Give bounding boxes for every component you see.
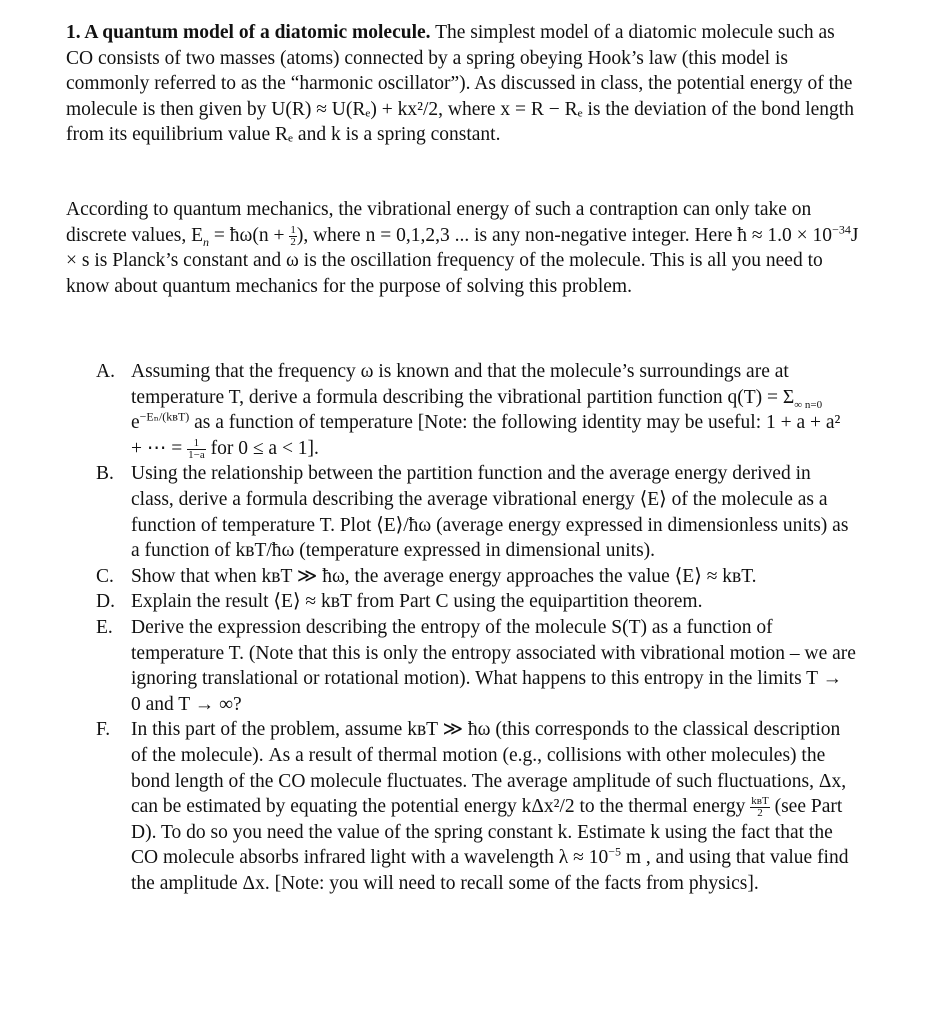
qm-text-2: = ħω(n + [209,224,290,246]
part-letter: F. [96,719,111,741]
part-a [96,359,856,461]
thermal-denominator: 2 [757,807,763,820]
half-numerator: 1 [290,223,296,236]
parts-list [96,359,856,896]
part-e [96,615,856,717]
intro-paragraph [66,20,866,148]
problem-title: 1. A quantum model of a diatomic molecule. [66,22,431,43]
part-f [96,717,856,896]
part-f-text-2: (see Part D). To do so you need the value of the spring constant k. Estimate k using the fact that the CO molecule absorbs infrared light with a wavelength λ ≈ 10 [131,796,843,869]
part-c [96,564,856,590]
sum-limits: ∞ n=0 [794,398,823,411]
geometric-denominator: 1−a [188,448,205,461]
qm-text-4: J × s is Planck’s constant and ω is the oscillation frequency of the molecule. This is all you need to know about quantum mechanics for the purpose of solving this problem. [66,224,859,297]
quantum-paragraph [66,197,866,299]
intro-text: The simplest model of a diatomic molecule such as CO consists of two masses (atoms) connected by a spring obeying Hook’s law (this model is commonly referred to as the “harmonic oscillator”). As discussed in class, the potential energy of the molecule is then given by U(R) ≈ U(Rₑ) + kx²/2, where x = R − Rₑ is the deviation of the bond length from its equilibrium value Rₑ and k is a spring constant. [66,22,854,146]
part-letter: B. [96,463,114,485]
part-d [96,589,856,615]
half-denominator: 2 [290,235,296,248]
part-e-text: Derive the expression describing the entropy of the molecule S(T) as a function of temperature T. (Note that this is only the entropy associated with vibrational motion – we are ignoring translational or rotational motion). What happens to this entropy in the limits T → 0 and T → ∞? [131,616,856,715]
half-fraction [289,225,297,248]
geometric-numerator: 1 [187,438,206,450]
part-letter: E. [96,616,113,638]
qm-text-3: ), where n = 0,1,2,3 ... is any non-negative integer. Here ħ ≈ 1.0 × 10 [296,224,833,246]
part-a-exponent: −Eₙ/(kʙT) [139,409,190,424]
part-letter: C. [96,565,114,587]
wavelength-exponent: −5 [608,844,621,859]
part-c-text: Show that when kʙT ≫ ħω, the average energy approaches the value ⟨E⟩ ≈ kʙT. [131,565,757,587]
part-a-text-2: as a function of temperature [Note: the following identity may be useful: 1 + a + a² + ⋯ = [131,412,841,459]
thermal-numerator: kʙT [751,795,769,808]
part-b-text: Using the relationship between the partition function and the average energy derived in class, derive a formula describing the average vibrational energy ⟨E⟩ of the molecule as a function of temperature T. Plot ⟨E⟩/ħω (average energy expressed in dimensionless units) as a function of kʙT/ħω (temperature expressed in dimensional units). [131,463,849,562]
qm-text-1: According to quantum mechanics, the vibrational energy of such a contraption can only take on discrete values, E [66,199,812,246]
thermal-energy-fraction [750,796,769,819]
part-letter: A. [96,361,115,382]
energy-subscript: n [203,234,209,249]
part-d-text: Explain the result ⟨E⟩ ≈ kʙT from Part C using the equipartition theorem. [131,591,703,613]
geometric-fraction [187,438,206,461]
part-f-text-1: In this part of the problem, assume kʙT ≫ ħω (this corresponds to the classical description of the molecule). As a result of thermal motion (e.g., collisions with other molecules) the bond length of the CO molecule fluctuates. The average amplitude of such fluctuations, Δx, can be estimated by equating the potential energy kΔx²/2 to the thermal energy [131,719,847,818]
planck-exponent: −34 [832,222,851,237]
part-f-text-3: m , and using that value find the amplitude Δx. [Note: you will need to recall some of the facts from physics]. [131,847,849,894]
part-a-text-3: for 0 ≤ a < 1]. [205,437,319,459]
part-a-exp-base: e [131,412,140,434]
part-a-text-1: Assuming that the frequency ω is known and that the molecule’s surroundings are at temperature T, derive a formula describing the vibrational partition function q(T) = Σ [131,361,795,408]
part-b [96,461,856,563]
part-letter: D. [96,591,115,613]
